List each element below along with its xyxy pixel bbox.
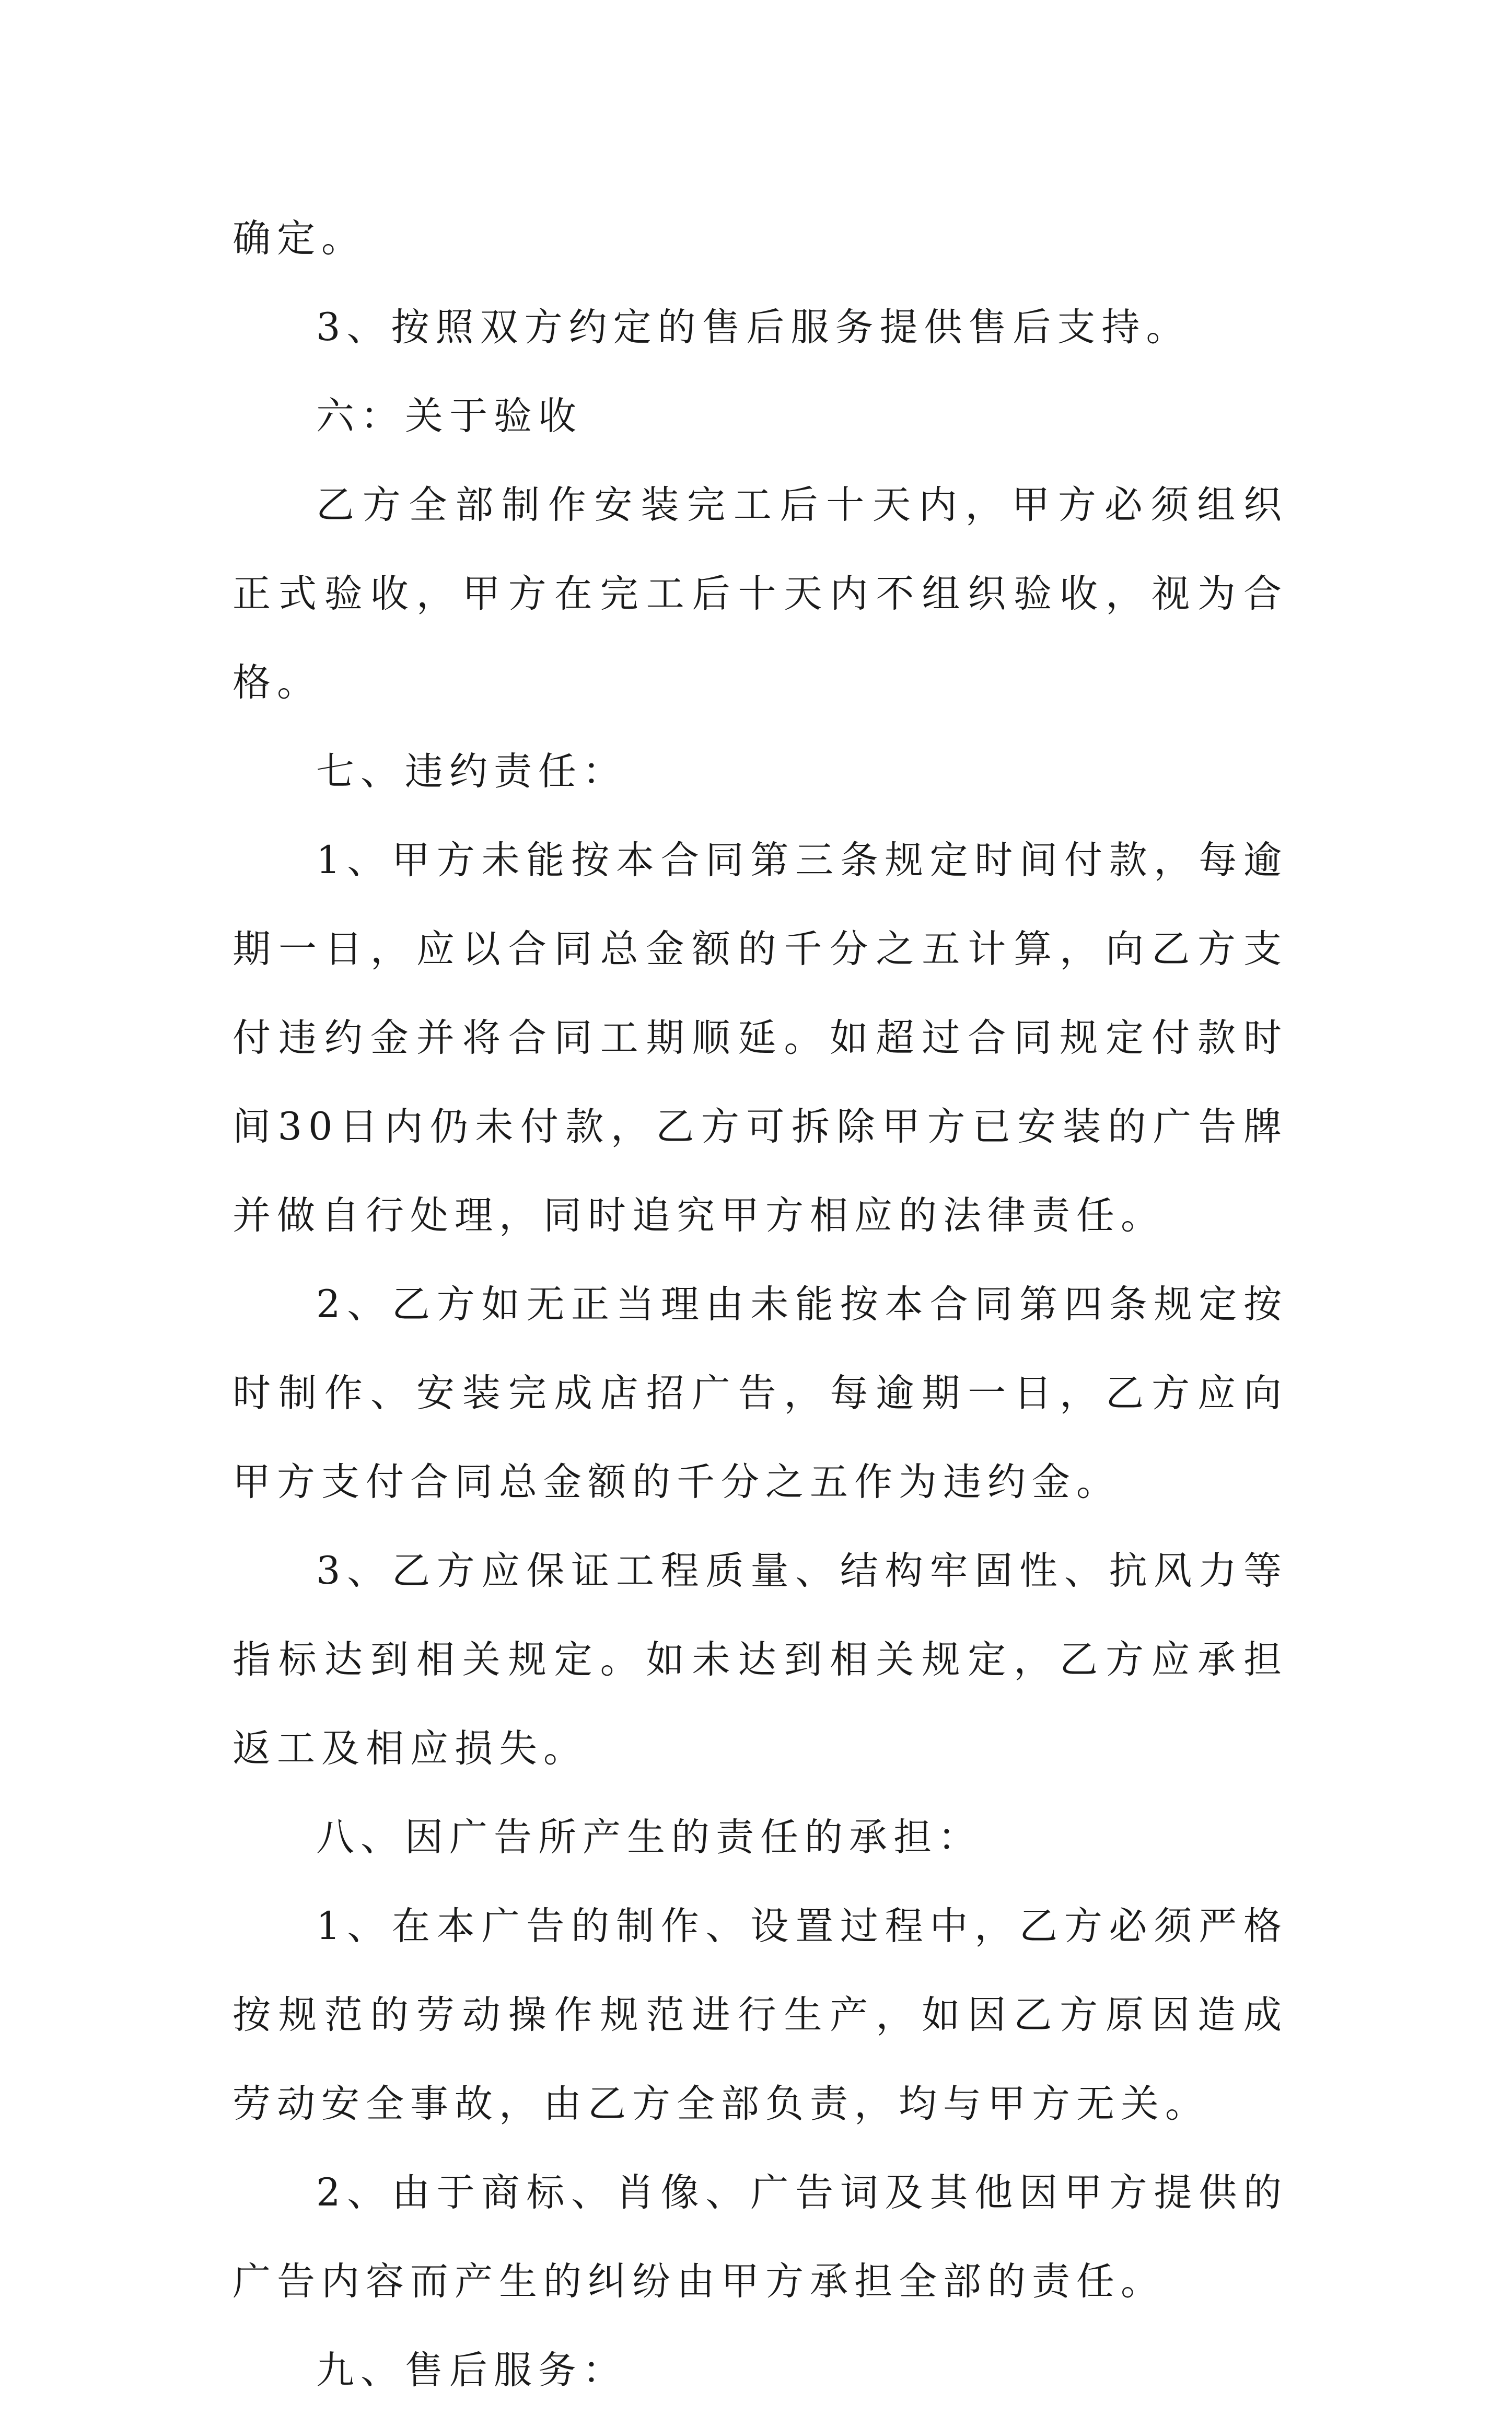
paragraph-breach-3: 3、乙方应保证工程质量、结构牢固性、抗风力等指标达到相关规定。如未达到相关规定，乙方应承担返工及相应损失。 (232, 1549, 1288, 1771)
document-body (232, 194, 1288, 2415)
paragraph-after-sales-support: 3、按照双方约定的售后服务提供售后支持。 (316, 305, 1191, 350)
paragraph-continuation: 确定。 (232, 216, 366, 261)
paragraph-breach-1: 1、甲方未能按本合同第三条规定时间付款，每逾期一日，应以合同总金额的千分之五计算，向乙方支付违约金并将合同工期顺延。如超过合同规定付款时间30日内仍未付款，乙方可拆除甲方已安装的广告牌并做自行处理，同时追究甲方相应的法律责任。 (232, 838, 1288, 1238)
heading-acceptance: 六：关于验收 (316, 394, 583, 438)
heading-breach-liability: 七、违约责任： (316, 749, 627, 794)
paragraph-breach-2: 2、乙方如无正当理由未能按本合同第四条规定按时制作、安装完成店招广告，每逾期一日，乙方应向甲方支付合同总金额的千分之五作为违约金。 (232, 1282, 1288, 1504)
heading-advertising-liability: 八、因广告所产生的责任的承担： (316, 1815, 982, 1860)
paragraph-liability-1: 1、在本广告的制作、设置过程中，乙方必须严格按规范的劳动操作规范进行生产，如因乙方原因造成劳动安全事故，由乙方全部负责，均与甲方无关。 (232, 1904, 1288, 2126)
paragraph-acceptance: 乙方全部制作安装完工后十天内，甲方必须组织正式验收，甲方在完工后十天内不组织验收，视为合格。 (232, 483, 1288, 705)
paragraph-liability-2: 2、由于商标、肖像、广告词及其他因甲方提供的广告内容而产生的纠纷由甲方承担全部的责任。 (232, 2170, 1288, 2304)
heading-after-sales-service: 九、售后服务： (316, 2348, 627, 2393)
